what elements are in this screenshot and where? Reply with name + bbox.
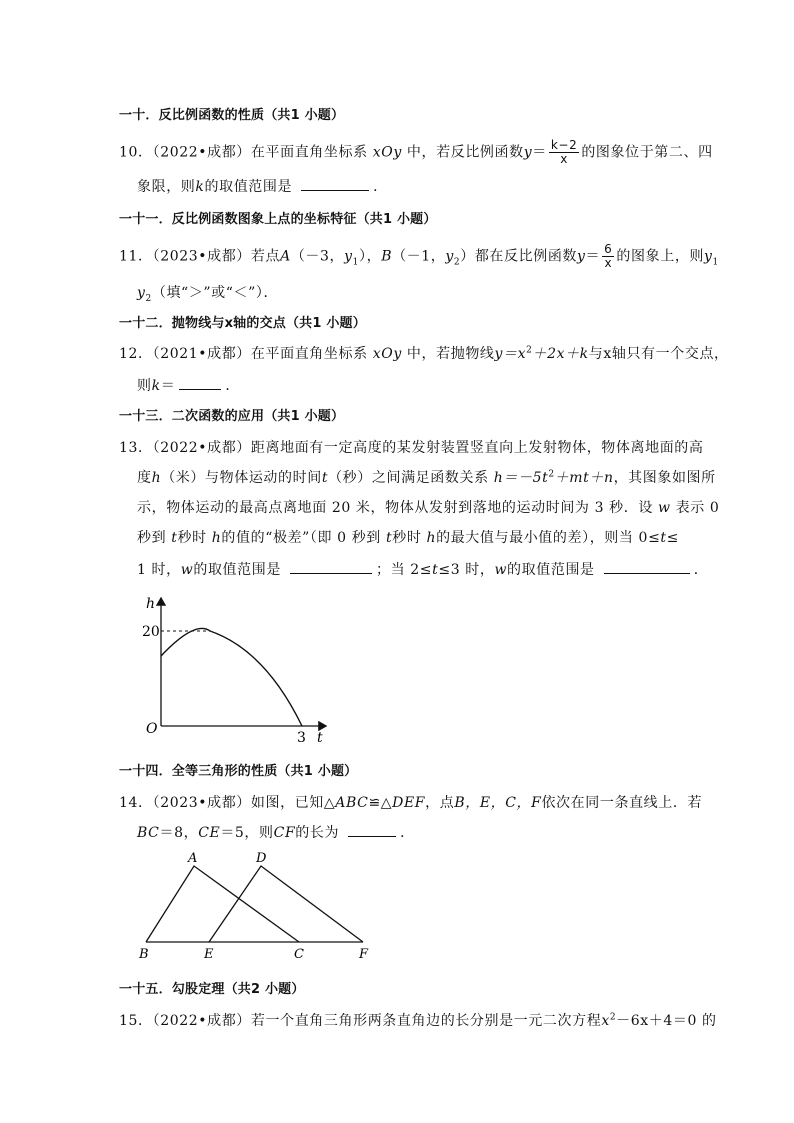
q11-close2: ）都在反比例函数: [460, 248, 578, 265]
q12-text: 12．（2021•成都）在平面直角坐标系: [119, 346, 368, 362]
section-heading-10: 一十．反比例函数的性质（共1 小题）: [119, 108, 345, 123]
point-A-label: A: [188, 851, 198, 866]
q11-tail: 的图象上，则: [616, 248, 705, 265]
q13-line4a: 秒到: [137, 530, 167, 546]
answer-blank-12[interactable]: [179, 388, 221, 390]
question-15-line-1: [119, 1010, 717, 1030]
q13-f3: ＋mt＋n: [554, 470, 614, 486]
q11-denominator: x: [604, 256, 613, 270]
q11-l2: （填“＞”或“＜”）．: [151, 285, 279, 301]
q11-close1: ），: [358, 248, 382, 265]
parabola-curve: [161, 628, 302, 726]
q14-CE: CE: [198, 825, 221, 841]
q14-def: DEF: [392, 795, 426, 811]
q13-h: h: [151, 470, 162, 486]
q11-l2s: 2: [145, 293, 152, 304]
q11-sub1: 1: [352, 257, 359, 268]
q13-line4f: ≤: [666, 530, 679, 546]
q13-t-a: t: [171, 530, 178, 546]
q11-pA: （－3，: [290, 248, 345, 265]
question-11-line-1: [119, 243, 719, 270]
q13-line5d: ≤3 时，: [438, 562, 495, 578]
q11-text: 11．（2023•成都）若点: [119, 248, 281, 265]
q13-line4b: 秒时: [177, 530, 207, 546]
q10-fraction: [549, 139, 579, 166]
q12-tail: 与x轴只有一个交点，: [588, 346, 729, 362]
q13-w-b: w: [494, 562, 508, 578]
q13-end: ．: [693, 562, 709, 578]
q13-line5e: 的取值范围是: [507, 562, 595, 578]
section-heading-11: 一十一．反比例函数图象上点的坐标特征（共1 小题）: [119, 212, 437, 227]
q12-coord: xOy: [372, 346, 402, 362]
q11-y2: y: [445, 248, 454, 265]
q13-f1: h＝－5t: [493, 470, 549, 486]
q11-sub2: 2: [453, 257, 461, 268]
q11-l2y: y: [137, 285, 146, 301]
q11-ty: y: [704, 248, 713, 265]
question-13-line-5: [137, 559, 708, 579]
q14-l2b: ＝8，: [159, 825, 199, 841]
q10-y: y: [523, 144, 533, 161]
q11-pB: （－1，: [392, 248, 446, 265]
q13-t-d: t: [432, 562, 439, 578]
question-13-line-4: [137, 527, 679, 547]
y-tick-20: 20: [142, 624, 160, 640]
q10-denominator: x: [560, 152, 568, 166]
q14-BC: BC: [137, 825, 160, 841]
q14-abc: ABC: [335, 795, 369, 811]
q11-ts: 1: [712, 257, 719, 268]
section-heading-15: 一十五．勾股定理（共2 小题）: [119, 982, 305, 997]
question-11-line-2: [137, 282, 278, 304]
q15-line1: 15．（2022•成都）若一个直角三角形两条直角边的长分别是一元二次方程: [119, 1013, 602, 1029]
point-D-label: D: [256, 851, 267, 866]
question-10-line-2: [137, 176, 388, 196]
answer-blank-14[interactable]: [348, 835, 396, 837]
answer-blank-10[interactable]: [301, 189, 369, 191]
q14-cong: ≌△: [368, 795, 393, 811]
q14-line1b: ，点: [425, 795, 455, 811]
q13-f2: 2: [548, 469, 555, 480]
q10-line2b: 的取值范围是: [204, 179, 293, 195]
q13-line3b: 表示 0: [675, 500, 720, 516]
q11-fraction: [602, 243, 614, 270]
q11-A: A: [280, 248, 291, 265]
q12-end: ．: [225, 378, 240, 394]
q12-mid: 中，若抛物线: [406, 346, 495, 362]
q12-k: k: [151, 378, 161, 394]
q12-l2: 则: [137, 378, 152, 394]
q13-line5c: ；当 2≤: [376, 562, 433, 578]
question-14-line-2: [137, 822, 415, 842]
point-E-label: E: [204, 947, 214, 962]
q14-points: B，E，C，F: [454, 795, 542, 811]
question-13-line-2: [137, 467, 716, 487]
question-14-line-1: [119, 792, 702, 812]
q11-B: B: [381, 248, 393, 265]
q12-l2b: ＝: [160, 378, 176, 394]
question-13-line-3: [137, 497, 719, 517]
q13-t: t: [321, 470, 329, 486]
answer-blank-13a[interactable]: [290, 572, 372, 574]
q13-w: w: [657, 500, 671, 516]
answer-blank-13b[interactable]: [604, 572, 690, 574]
q15-x: x: [601, 1013, 610, 1029]
q10-eq: ＝: [532, 144, 547, 161]
q13-line3: 示，物体运动的最高点离地面 20 米，物体从发射到落地的运动时间为 3 秒．设: [137, 500, 653, 516]
point-F-label: F: [359, 947, 369, 962]
section-heading-13: 一十三．二次函数的应用（共1 小题）: [119, 409, 345, 424]
q13-line4d: 秒时: [392, 530, 422, 546]
q13-line5b: 的取值范围是: [193, 562, 281, 578]
x-tick-3: 3: [297, 730, 306, 746]
question-12-line-1: [119, 343, 729, 363]
point-C-label: C: [294, 947, 304, 962]
origin-label: O: [146, 721, 158, 737]
y-axis-label: h: [146, 596, 156, 612]
question-12-line-2: [137, 375, 240, 395]
q14-l2f: 的长为: [295, 825, 340, 841]
q11-numerator: 6: [604, 242, 613, 256]
q13-line4e: 的最大值与最小值的差），则当 0≤: [436, 530, 661, 546]
q13-h-b: h: [426, 530, 437, 546]
q13-line2a: 度: [137, 470, 152, 486]
q10-line2a: 象限，则: [137, 179, 196, 195]
q13-t-b: t: [385, 530, 393, 546]
triangle-def: [209, 866, 363, 942]
q11-eq: ＝: [585, 248, 601, 265]
q12-sq: 2: [526, 345, 533, 356]
q13-line2d: ，其图象如图所: [613, 470, 716, 486]
q13-function-graph: [130, 590, 340, 750]
q13-line2c: （秒）之间满足函数关系: [328, 470, 489, 486]
q10-coord: xOy: [372, 144, 402, 161]
q13-w-a: w: [180, 562, 194, 578]
section-heading-14: 一十四．全等三角形的性质（共1 小题）: [119, 764, 358, 779]
q10-tail: 的图象位于第二、四: [581, 144, 713, 161]
q13-line4c: 的值的“极差”（即 0 秒到: [221, 530, 381, 546]
q12-expr-b: ＋2x＋k: [532, 346, 589, 362]
q10-end: ．: [373, 179, 388, 195]
q14-line1: 14．（2023•成都）如图，已知△: [119, 795, 336, 811]
q11-y1: y: [344, 248, 353, 265]
question-10-line-1: [119, 139, 713, 166]
q11-yf: y: [577, 248, 586, 265]
q10-mid: 中，若反比例函数: [406, 144, 524, 161]
question-13-line-1: 13．（2022•成都）距离地面有一定高度的某发射装置竖直向上发射物体，物体离地面的高: [119, 440, 704, 456]
q15-rest: －6x＋4＝0 的: [616, 1013, 717, 1029]
section-heading-12: 一十二．抛物线与x轴的交点（共1 小题）: [119, 316, 366, 331]
q14-l2d: ＝5，则: [220, 825, 274, 841]
q13-line5a: 1 时，: [137, 562, 181, 578]
q14-line1c: 依次在同一条直线上．若: [541, 795, 703, 811]
point-B-label: B: [139, 947, 149, 962]
q10-text: 10．（2022•成都）在平面直角坐标系: [119, 144, 368, 161]
q12-expr-a: y＝x: [494, 346, 527, 362]
q15-sq: 2: [609, 1012, 617, 1023]
q14-end: ．: [400, 825, 415, 841]
q10-k: k: [195, 179, 205, 195]
q13-h-a: h: [211, 530, 222, 546]
q10-numerator: k−2: [550, 138, 578, 152]
q13-line2b: （米）与物体运动的时间: [161, 470, 322, 486]
x-axis-label: t: [317, 730, 323, 746]
q14-triangles-figure: [130, 848, 390, 966]
q13-t-c: t: [660, 530, 667, 546]
q14-CF: CF: [273, 825, 296, 841]
